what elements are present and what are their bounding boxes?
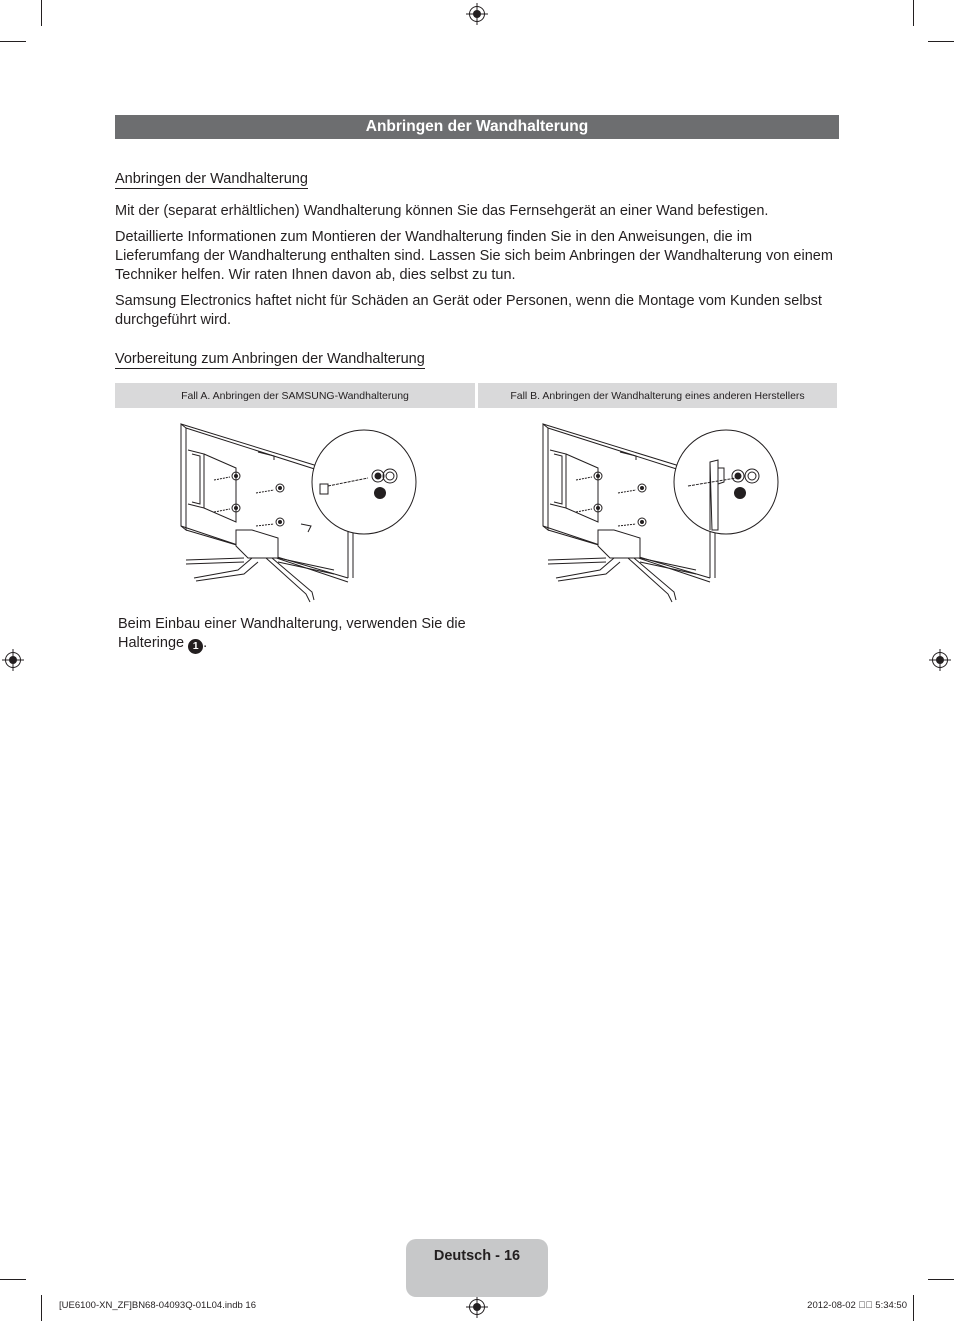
registration-mark-icon [929,649,951,671]
note-end: . [203,635,208,651]
crop-mark [41,0,42,26]
crop-mark [0,1279,26,1280]
crop-mark [0,41,26,42]
note-body: Beim Einbau einer Wandhalterung, verwenden Sie die Halteringe [118,616,466,651]
wall-mount-illustration-other-brand [540,418,800,606]
footer-date: 2012-08-02    5:34:50 [807,1300,907,1311]
registration-mark-icon [466,1296,488,1318]
case-a-header: Fall A. Anbringen der SAMSUNG-Wandhalterung [115,383,475,408]
crop-mark [913,0,914,26]
crop-mark [41,1295,42,1321]
paragraph: Detaillierte Informationen zum Montieren der Wandhalterung finden Sie in den Anweisungen, die im Lieferumfang der Wandhalterung enthalten sind. Lassen Sie sich beim Anbringen der Wandhalterung von einem Techniker helfen. Wir raten Ihnen davon ab, dies selbst zu tun. [115,229,833,283]
wall-mount-illustration-samsung [178,418,438,606]
crop-mark [928,1279,954,1280]
section-title: Anbringen der Wandhalterung [115,115,839,139]
registration-mark-icon [2,649,24,671]
callout-number-icon: 1 [188,639,203,654]
paragraph: Samsung Electronics haftet nicht für Schäden an Gerät oder Personen, wenn die Montage vom Kunden selbst durchgeführt wird. [115,293,822,328]
registration-mark-icon [466,3,488,25]
note-text [118,615,468,654]
crop-mark [928,41,954,42]
footer-file-info: [UE6100-XN_ZF]BN68-04093Q-01L04.indb 16 [59,1300,256,1311]
page-number-tab: Deutsch - 16 [406,1239,548,1297]
subsection-title: Vorbereitung zum Anbringen der Wandhalterung [115,351,425,367]
paragraph: Mit der (separat erhältlichen) Wandhalterung können Sie das Fernsehgerät an einer Wand befestigen. [115,203,769,219]
case-b-header: Fall B. Anbringen der Wandhalterung eines anderen Herstellers [478,383,837,408]
subsection-title: Anbringen der Wandhalterung [115,171,308,187]
crop-mark [913,1295,914,1321]
